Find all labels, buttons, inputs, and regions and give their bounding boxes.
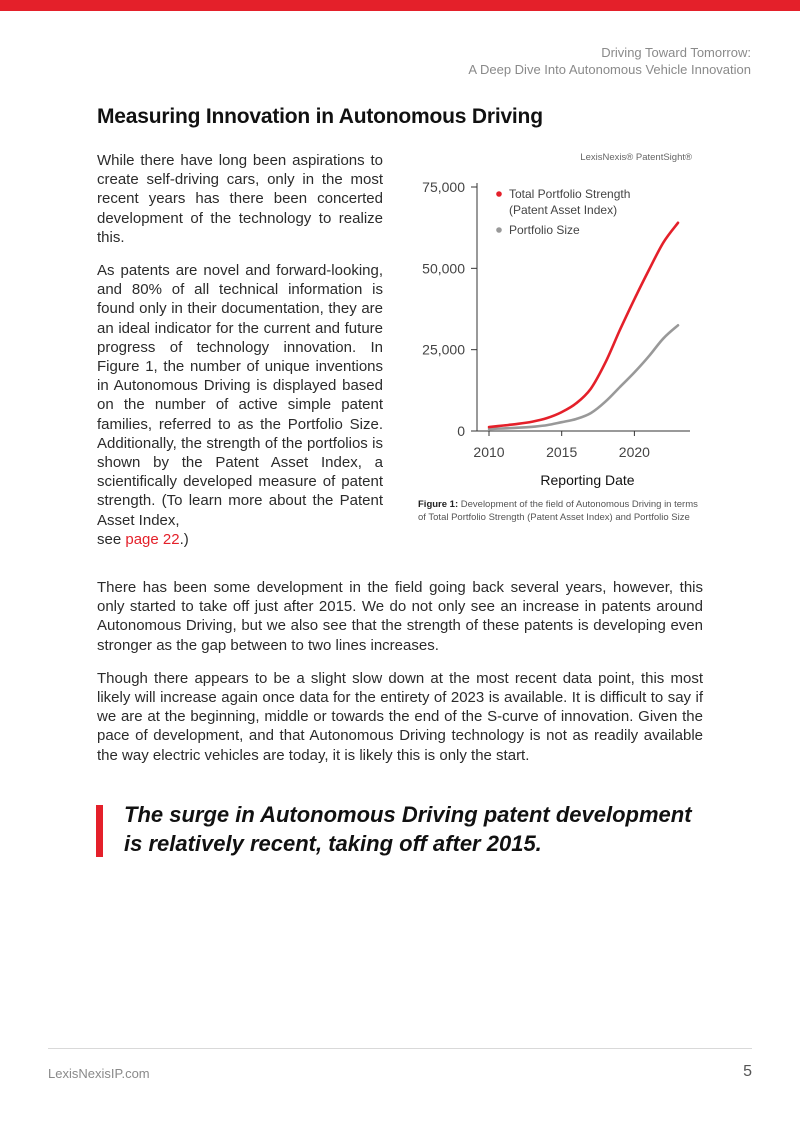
pull-quote-line1: The surge in Autonomous Driving patent development <box>124 802 692 827</box>
pull-quote-bar <box>96 805 103 857</box>
figure-caption-label: Figure 1: <box>418 499 459 510</box>
intro-paragraph-1: While there have long been aspirations to create self-driving cars, only in the most recent years has there been concerted development of the technology to realize this. <box>97 152 383 246</box>
see-text-end: .) <box>179 530 189 548</box>
top-accent-bar <box>0 0 800 11</box>
figure-caption-text: Development of the field of Autonomous Driving in terms of Total Portfolio Strength (Patent Asset Index) and Portfolio Size <box>418 499 698 523</box>
running-header <box>468 44 751 78</box>
x-tick-label: 2015 <box>546 444 578 460</box>
see-text: see <box>97 530 126 548</box>
y-tick-label: 50,000 <box>422 260 465 277</box>
page-22-link[interactable]: page 22 <box>125 530 180 548</box>
pull-quote-line2: is relatively recent, taking off after 2015. <box>124 831 542 856</box>
chart-svg <box>415 150 705 488</box>
x-axis-label: Reporting Date <box>540 472 635 488</box>
figure-caption <box>418 499 708 524</box>
page-number: 5 <box>743 1063 752 1080</box>
intro-column <box>97 151 383 563</box>
body-paragraph-2: Though there appears to be a slight slow down at the most recent data point, this most likely will increase again once data for the entirety of 2023 is available. It is difficult to say if we are at the beginning, middle or towards the end of the S-curve of innovation. Given the pace of development, and that Autonomous Driving technology is not as readily available the way electric vehicles are today, it is likely this is only the start. <box>97 669 703 764</box>
chart-source-label: LexisNexis® PatentSight® <box>580 152 692 163</box>
legend-label-line2: (Patent Asset Index) <box>509 203 618 217</box>
intro-paragraph-2-text: As patents are novel and forward-looking, and 80% of all technical information is found only in their documentation, they are an ideal indicator for the current and future progress of technology innovation. In Figure 1, the number of unique inventions in Autonomous Driving is displayed based on the number of active simple patent families, referred to as the Portfolio Size. Additionally, the strength of the portfolios is shown by the Patent Asset Index, a scientifically developed measure of patent strength. (To learn more about the Patent Asset Index, <box>97 262 383 529</box>
portfolio-strength-line <box>489 223 678 427</box>
body-text <box>97 578 703 779</box>
x-tick-label: 2010 <box>473 444 505 460</box>
y-tick-label: 25,000 <box>422 341 465 358</box>
legend-marker-size <box>496 227 502 233</box>
y-tick-label: 0 <box>457 423 465 439</box>
y-tick-label: 75,000 <box>422 179 465 195</box>
intro-paragraph-2 <box>97 261 383 549</box>
legend-label: Total Portfolio Strength <box>509 187 631 201</box>
footer-website[interactable]: LexisNexisIP.com <box>48 1066 150 1081</box>
figure-1-chart <box>415 150 705 488</box>
running-header-line2: A Deep Dive Into Autonomous Vehicle Innovation <box>468 62 751 77</box>
legend-label: Portfolio Size <box>509 223 580 237</box>
running-header-line1: Driving Toward Tomorrow: <box>601 45 751 60</box>
x-tick-label: 2020 <box>618 444 650 460</box>
section-title: Measuring Innovation in Autonomous Driving <box>97 105 543 128</box>
footer-divider <box>48 1048 752 1049</box>
body-paragraph-1: There has been some development in the field going back several years, however, this only started to take off just after 2015. We do not only see an increase in patents around Autonomous Driving, but we also see that the strength of these patents is developing even stronger as the gap between to two lines increases. <box>97 579 703 654</box>
legend-marker-strength <box>496 191 502 197</box>
portfolio-size-line <box>489 325 678 429</box>
pull-quote <box>124 800 704 858</box>
